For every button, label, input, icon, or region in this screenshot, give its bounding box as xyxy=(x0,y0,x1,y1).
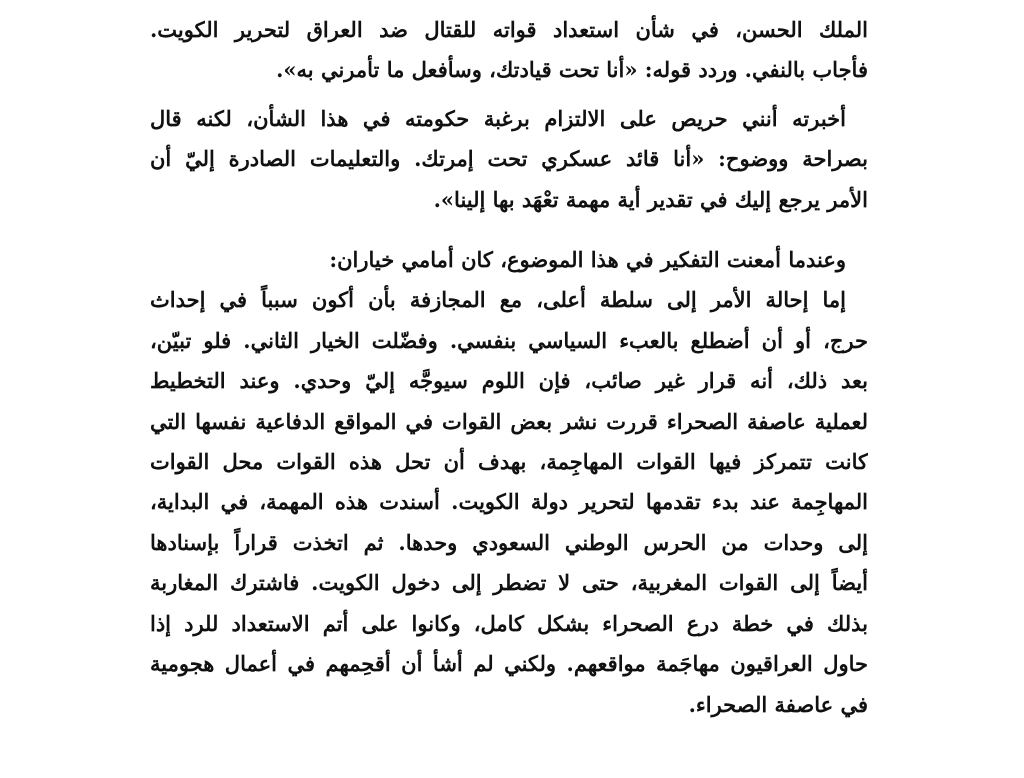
text-line: بذلك في خطة درع الصحراء بشكل كامل، وكانوا على أتم الاستعداد للرد إذا xyxy=(150,610,868,636)
text-line: فأجاب بالنفي. وردد قوله: «أنا تحت قيادتك، وسأفعل ما تأمرني به». xyxy=(276,57,868,83)
paragraph-3 xyxy=(150,240,868,280)
text-line: لعملية عاصفة الصحراء قررت نشر بعض القوات في المواقع الدفاعية نفسها التي xyxy=(150,408,868,434)
text-line: إلى وحدات من الحرس الوطني السعودي وحدها. ثم اتخذت قراراً بإسنادها xyxy=(150,529,868,555)
text-line: بصراحة ووضوح: «أنا قائد عسكري تحت إمرتك. والتعليمات الصادرة إليّ أن xyxy=(150,146,868,172)
text-line: وعندما أمعنت التفكير في هذا الموضوع، كان أمامي خياران: xyxy=(329,247,846,273)
text-line: أخبرته أنني حريص على الالتزام برغبة حكومته في هذا الشأن، لكنه قال xyxy=(150,105,846,131)
text-line: الملك الحسن، في شأن استعداد قواته للقتال ضد العراق لتحرير الكويت. xyxy=(150,17,868,42)
paragraph-gap xyxy=(150,91,868,99)
paragraph-1 xyxy=(150,10,868,91)
text-line: حرج، أو أن أضطلع بالعبء السياسي بنفسي. وفضّلت الخيار الثاني. فلو تبيّن، xyxy=(150,327,868,353)
paragraph-gap xyxy=(150,220,868,240)
paragraph-4 xyxy=(150,280,868,724)
text-line: إما إحالة الأمر إلى سلطة أعلى، مع المجازفة بأن أكون سبباً في إحداث xyxy=(150,287,846,313)
text-line: أيضاً إلى القوات المغربية، حتى لا تضطر إلى دخول الكويت. فاشترك المغاربة xyxy=(150,570,868,596)
text-line: بعد ذلك، أنه قرار غير صائب، فإن اللوم سيوجَّه إليّ وحدي. وعند التخطيط xyxy=(150,368,868,394)
text-line: في عاصفة الصحراء. xyxy=(688,691,868,717)
paragraph-2 xyxy=(150,99,868,220)
text-line: المهاجِمة عند بدء تقدمها لتحرير دولة الكويت. أسندت هذه المهمة، في البداية، xyxy=(150,489,868,515)
text-line: حاول العراقيون مهاجَمة مواقعهم. ولكني لم أشأ أن أقحِمهم في أعمال هجومية xyxy=(150,651,868,677)
text-line: الأمر يرجع إليك في تقدير أية مهمة تعْهَد بها إلينا». xyxy=(433,186,868,212)
text-line: كانت تتمركز فيها القوات المهاجِمة، بهدف أن تحل هذه القوات محل القوات xyxy=(150,449,868,475)
